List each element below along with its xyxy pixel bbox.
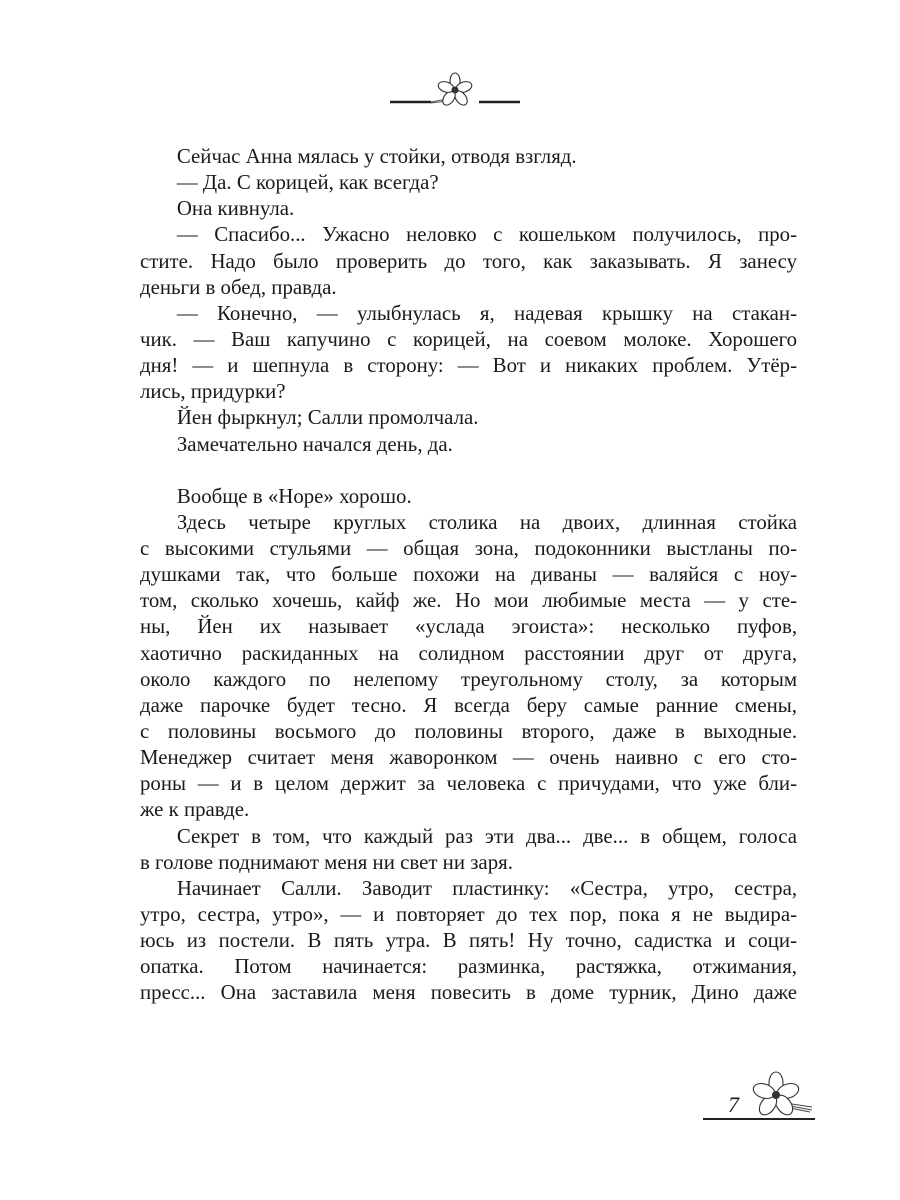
section-break: [140, 457, 797, 483]
text-line: — Да. С корицей, как всегда?: [176, 170, 439, 195]
flower-divider-icon: [385, 72, 525, 112]
text-line: ны, Йен их называет «услада эгоиста»: несколько пуфов,: [140, 614, 798, 639]
text-line: деньги в обед, правда.: [140, 274, 337, 299]
footer-rule: [703, 1118, 815, 1120]
text-line: — Конечно, — улыбнулась я, надевая крышку на стакан-: [176, 300, 798, 325]
text-line: дня! — и шепнула в сторону: — Вот и никаких проблем. Утёр-: [140, 353, 798, 378]
text-line: чик. — Ваш капучино с корицей, на соевом молоке. Хорошего: [140, 326, 798, 351]
text-line: Замечательно начался день, да.: [176, 431, 453, 456]
flower-corner-icon: [700, 1065, 820, 1125]
text-line: с высокими стульями — общая зона, подоконники выстланы по-: [140, 535, 798, 560]
text-line: в голове поднимают меня ни свет ни заря.: [140, 849, 513, 874]
text-line: Йен фыркнул; Салли промолчала.: [176, 405, 479, 430]
text-line: Она кивнула.: [176, 196, 295, 221]
text-line: около каждого по нелепому треугольному столу, за которым: [140, 666, 798, 691]
text-line: утро, сестра, утро», — и повторяет до тех пор, пока я не выдира-: [140, 901, 798, 926]
top-ornament: [385, 72, 525, 112]
text-line: с половины восьмого до половины второго, даже в выходные.: [140, 718, 798, 743]
text-line: Вообще в «Норе» хорошо.: [176, 483, 412, 508]
text-line: — Спасибо... Ужасно неловко с кошельком получилось, про-: [176, 222, 798, 247]
text-line: даже парочке будет тесно. Я всегда беру самые ранние смены,: [140, 692, 798, 717]
body-text: [140, 143, 797, 1006]
text-line: Сейчас Анна мялась у стойки, отводя взгляд.: [176, 144, 577, 168]
text-line: роны — и в целом держит за человека с причудами, что уже бли-: [140, 771, 798, 796]
text-line: Начинает Салли. Заводит пластинку: «Сестра, утро, сестра,: [176, 875, 798, 900]
text-line: юсь из постели. В пять утра. В пять! Ну точно, садистка и соци-: [140, 928, 798, 953]
text-line: том, сколько хочешь, кайф же. Но мои любимые места — у сте-: [140, 588, 798, 613]
page-number: 7: [728, 1092, 739, 1117]
text-line: Секрет в том, что каждый раз эти два... две... в общем, голоса: [176, 823, 798, 848]
text-line: стите. Надо было проверить до того, как заказывать. Я занесу: [140, 248, 798, 273]
footer-ornament: [700, 1065, 820, 1130]
text-line: Менеджер считает меня жаворонком — очень наивно с его сто-: [140, 745, 798, 770]
text-line: Здесь четыре круглых столика на двоих, длинная стойка: [176, 509, 798, 534]
text-line: опатка. Потом начинается: разминка, растяжка, отжимания,: [140, 954, 798, 979]
text-line: пресс... Она заставила меня повесить в доме турник, Дино даже: [140, 980, 798, 1005]
text-line: же к правде.: [140, 797, 250, 822]
text-line: лись, придурки?: [140, 379, 286, 404]
text-line: хаотично раскиданных на солидном расстоянии друг от друга,: [140, 640, 798, 665]
text-line: душками так, что больше похожи на диваны — валяйся с ноу-: [140, 562, 798, 587]
